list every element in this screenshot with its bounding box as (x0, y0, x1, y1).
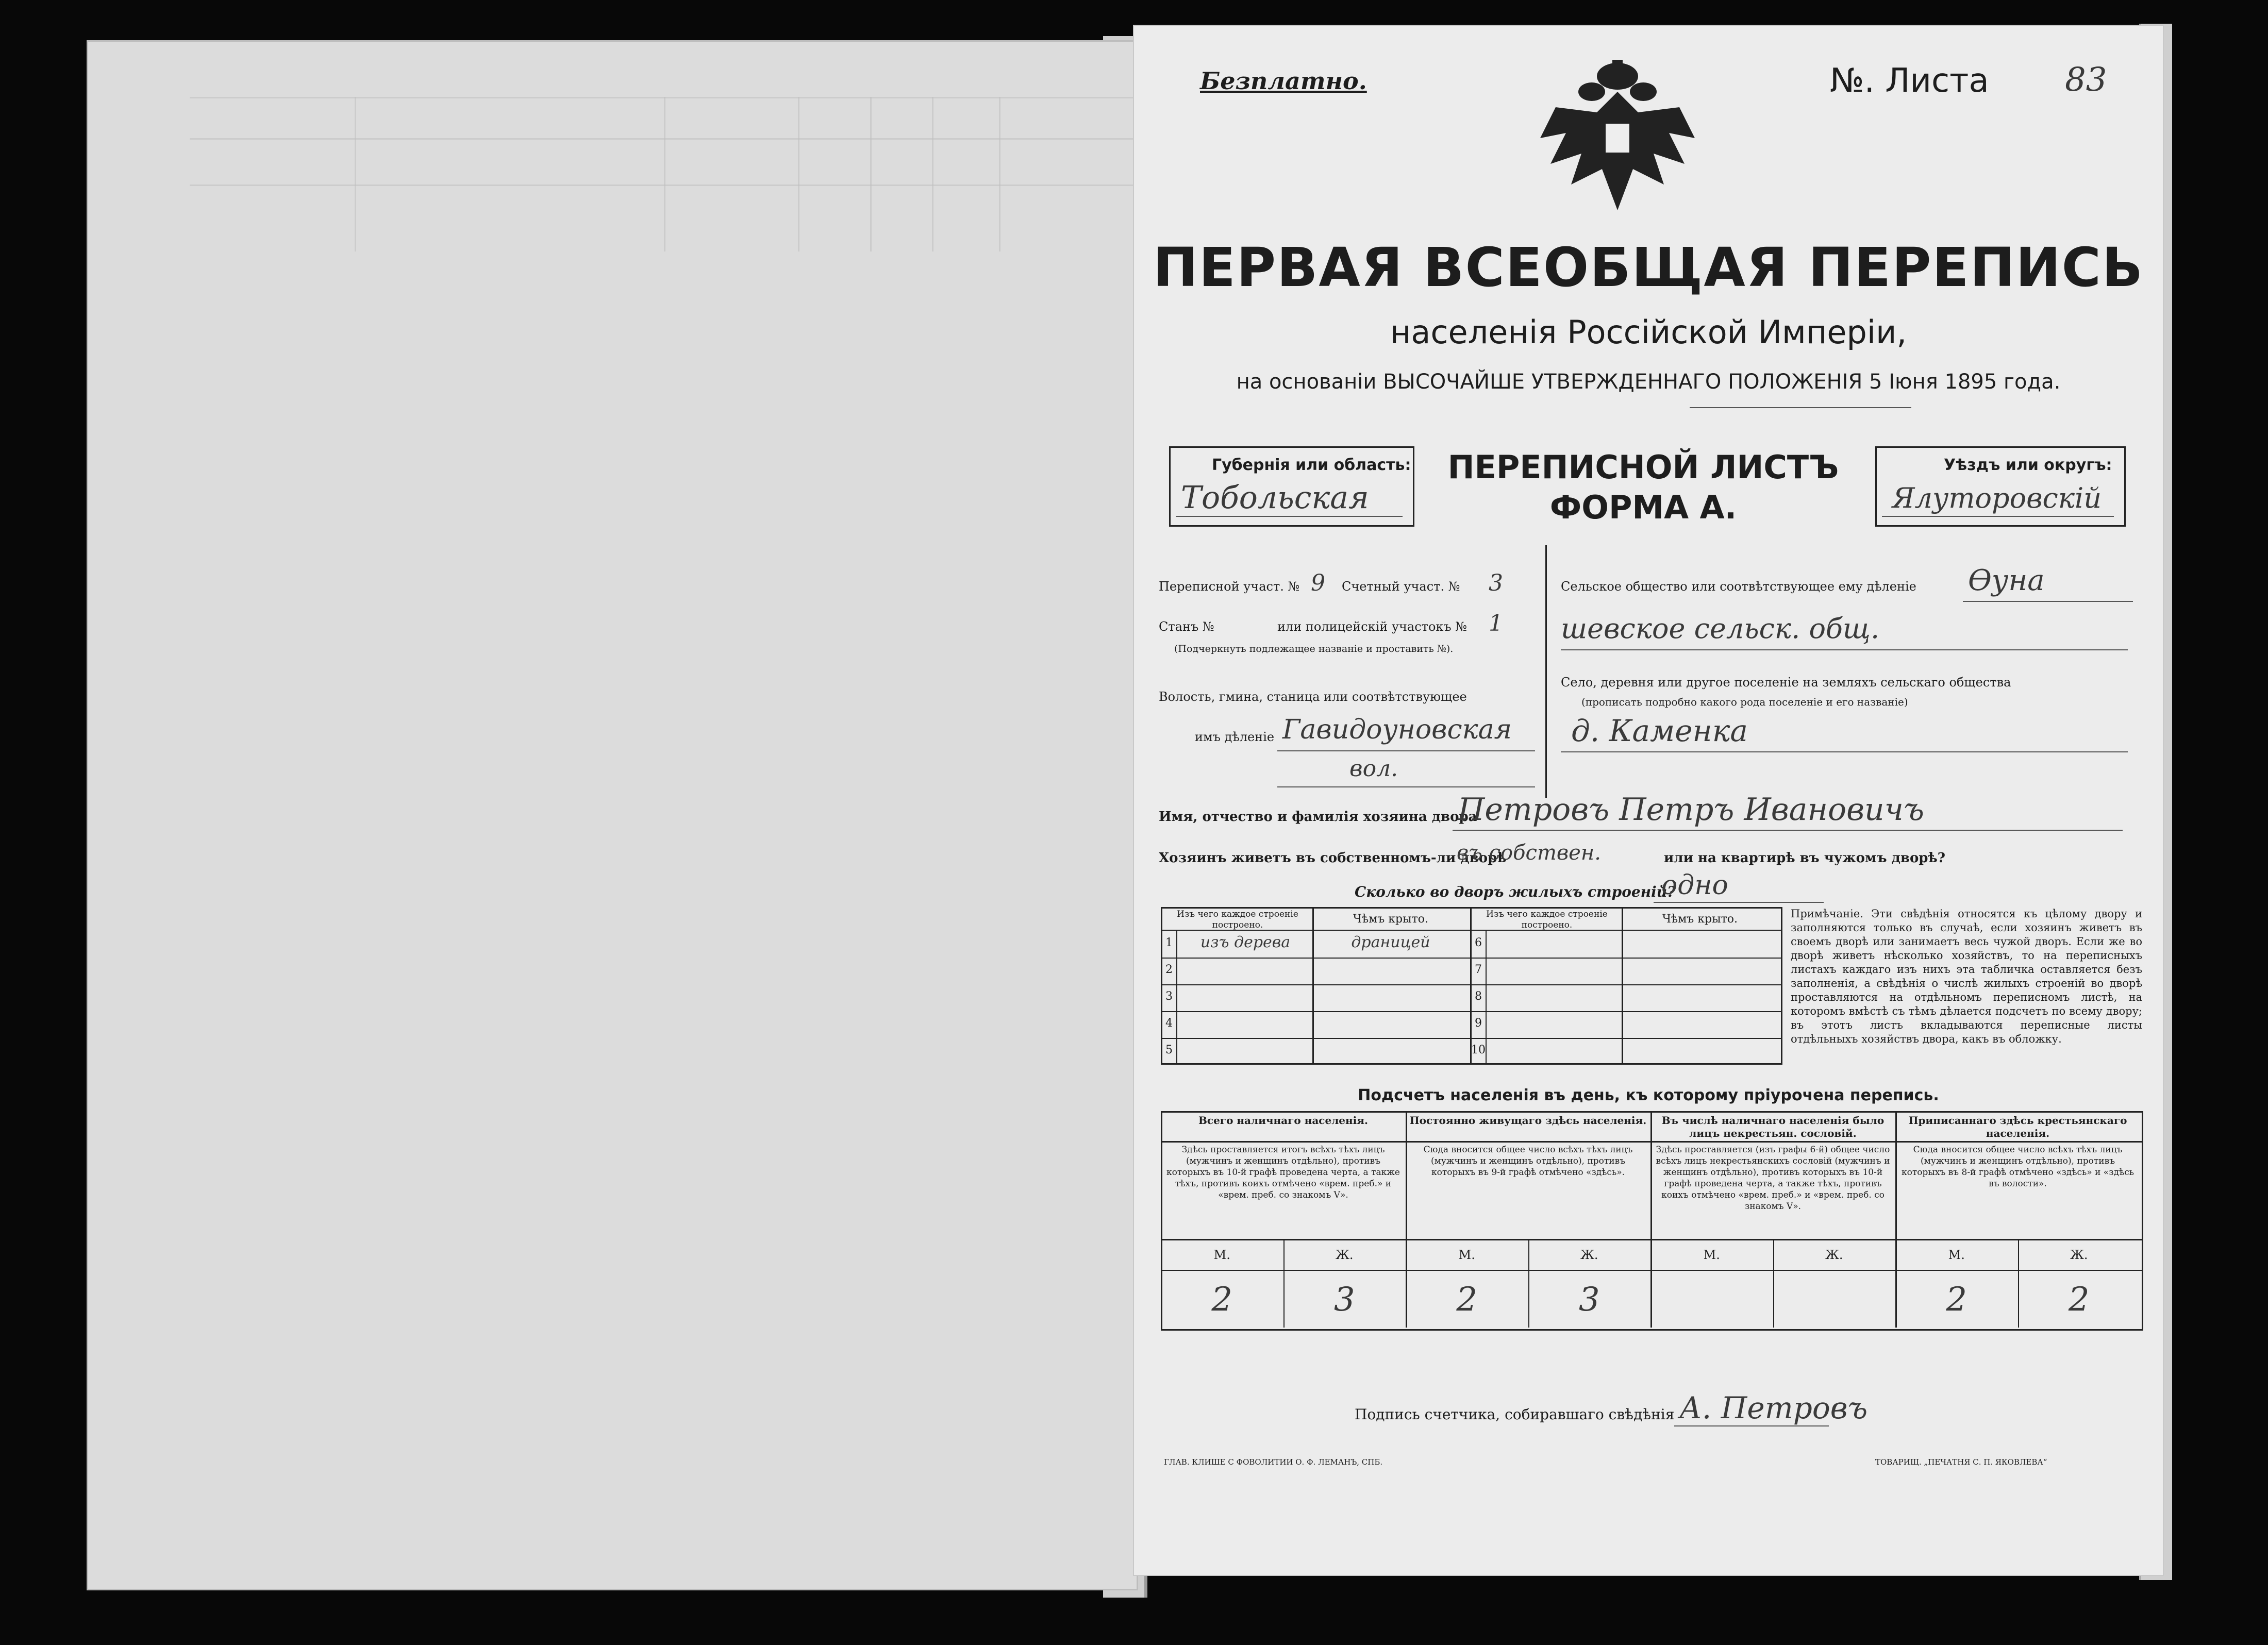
province-value: Тобольская (1181, 480, 1369, 516)
village-note: (прописать подробно какого рода поселеніе и его названіе) (1581, 696, 1908, 708)
village-value: д. Каменка (1571, 713, 1748, 748)
footer-left: ГЛАВ. КЛИШЕ С ФОВОЛИТИИ О. Ф. ЛЕМАНЪ, СПБ. (1164, 1457, 1383, 1467)
district-label: Уѣздъ или округъ: (1944, 456, 2112, 474)
buildings-head-material-left: Изъ чего каждое строеніе построено. (1177, 909, 1298, 931)
footer-right: ТОВАРИЩ. „ПЕЧАТНЯ С. П. ЯКОВЛЕВА“ (1875, 1457, 2047, 1467)
totals-column-head: Приписаннаго здѣсь крестьянскаго населенія. (1908, 1114, 2127, 1139)
volost-label-2: имъ дѣленіе (1195, 730, 1275, 744)
census-area-value: 9 (1311, 570, 1325, 596)
building-row-number: 8 (1475, 990, 1482, 1003)
totals-column-description: Здѣсь проставляется итогъ всѣхъ тѣхъ лицъ (мужчинъ и женщинъ отдѣльно), противъ которыхъ въ 10-й графѣ проведена черта, а также тѣхъ, противъ коихъ отмѣчено «врем. преб.» и «врем. преб. со знакомъ V». (1166, 1145, 1400, 1200)
volost-value-2: вол. (1349, 756, 1398, 782)
underline-note: (Подчеркнуть подлежащее названіе и проставить №). (1174, 643, 1454, 654)
census-subtitle: населенія Россійской Имперіи, (1390, 313, 1907, 351)
left-page-blank (87, 40, 1138, 1590)
totals-male-label: М. (1703, 1248, 1720, 1262)
totals-male-value: 2 (1456, 1281, 1478, 1319)
signature-label: Подпись счетчика, собиравшаго свѣдѣнія (1355, 1406, 1675, 1423)
totals-female-label: Ж. (1825, 1248, 1843, 1262)
form-kind: ФОРМА А. (1549, 489, 1737, 526)
census-main-title: ПЕРВАЯ ВСЕОБЩАЯ ПЕРЕПИСЬ (1153, 236, 2144, 299)
totals-male-label: М. (1213, 1248, 1230, 1262)
buildings-head-material-right: Изъ чего каждое строеніе построено. (1486, 909, 1608, 931)
province-label: Губернія или область: (1212, 456, 1411, 474)
signature-value: А. Петровъ (1679, 1390, 1868, 1425)
society-value-1: Ѳуна (1968, 564, 2045, 597)
building-row-number: 5 (1165, 1044, 1173, 1056)
police-value: 1 (1489, 610, 1503, 636)
buildings-note: Примѣчаніе. Эти свѣдѣнія относятся къ цѣлому двору и заполняются только въ случаѣ, если хозяинъ живетъ въ своемъ дворѣ или занимаетъ весь чужой дворъ. Если же во дворѣ живетъ нѣсколько хозяйствъ, то на переписныхъ листахъ каждаго изъ нихъ эта табличка оставляется безъ заполненія, а свѣдѣнія о числѣ жилыхъ строеній во дворѣ проставляются на отдѣльномъ переписномъ листѣ, на которомъ вмѣстѣ съ тѣмъ дѣлается подсчетъ по всему двору; въ этотъ листъ вкладываются переписные листы отдѣльныхъ хозяйствъ двора, какъ въ обложку. (1791, 908, 2142, 1045)
census-basis: на основаніи ВЫСОЧАЙШЕ УТВЕРЖДЕННАГО ПОЛОЖЕНІЯ 5 Іюня 1895 года. (1236, 370, 2061, 394)
lives-label-a: Хозяинъ живетъ въ собственномъ-ли дворѣ (1159, 850, 1507, 866)
building-row-roof: драницей (1351, 933, 1430, 951)
totals-column-head: Постоянно живущаго здѣсь населенія. (1409, 1114, 1647, 1127)
totals-column-head: Всего наличнаго населенія. (1198, 1114, 1368, 1127)
building-row-material: изъ дерева (1200, 933, 1291, 951)
totals-female-label: Ж. (1580, 1248, 1598, 1262)
district-value: Ялуторовскій (1892, 482, 2102, 514)
owner-value: Петровъ Петръ Ивановичъ (1458, 792, 1924, 828)
sheet-number-value: 83 (2065, 61, 2107, 99)
count-area-label: Счетный участ. № (1342, 579, 1460, 594)
totals-column-description: Здѣсь проставляется (изъ графы 6-й) общее число всѣхъ лицъ некрестьянскихъ сословій (мужчинъ и женщинъ отдѣльно), противъ которыхъ въ 10-й графѣ проведена черта, а также тѣхъ, противъ коихъ отмѣчено «врем. преб.» и «врем. преб. со знакомъ V». (1656, 1145, 1890, 1212)
society-label: Сельское общество или соотвѣтствующее ему дѣленіе (1561, 579, 1916, 594)
building-row-number: 3 (1165, 990, 1173, 1003)
count-area-value: 3 (1489, 570, 1503, 596)
lives-value: въ собствен. (1457, 841, 1601, 865)
district-box (1875, 446, 2126, 527)
building-row-number: 10 (1471, 1044, 1486, 1056)
census-form-page (1133, 25, 2164, 1576)
province-box (1169, 446, 1414, 527)
owner-label: Имя, отчество и фамилія хозяина двора (1159, 809, 1477, 825)
building-row-number: 1 (1165, 936, 1173, 949)
stan-label: Станъ № (1159, 619, 1214, 634)
building-row-number: 7 (1475, 963, 1482, 976)
sheet-number-label: №. Листа (1830, 62, 1989, 100)
volost-value-1: Гавидоуновская (1282, 714, 1512, 745)
form-name: ПЕРЕПИСНОЙ ЛИСТЪ (1447, 448, 1839, 486)
lives-label-b: или на квартирѣ въ чужомъ дворѣ? (1664, 850, 1945, 866)
totals-female-value: 3 (1333, 1281, 1355, 1319)
census-area-label: Переписной участ. № (1159, 579, 1300, 594)
building-row-number: 4 (1165, 1017, 1173, 1030)
free-label: Безплатно. (1200, 67, 1367, 95)
building-row-number: 9 (1475, 1017, 1482, 1030)
volost-label-1: Волость, гмина, станица или соотвѣтствующее (1159, 690, 1467, 704)
totals-column-description: Сюда вносится общее число всѣхъ тѣхъ лицъ (мужчинъ и женщинъ отдѣльно), противъ которыхъ въ 8-й графѣ отмѣчено «здѣсь» и «здѣсь въ волости». (1902, 1145, 2134, 1189)
totals-title: Подсчетъ населенія въ день, къ которому пріурочена перепись. (1358, 1086, 1939, 1104)
imperial-eagle-emblem (1535, 56, 1700, 226)
totals-male-label: М. (1458, 1248, 1475, 1262)
totals-male-value: 2 (1211, 1281, 1233, 1319)
buildings-head-roof-right: Чѣмъ крыто. (1662, 913, 1738, 926)
buildings-head-roof-left: Чѣмъ крыто. (1353, 913, 1429, 926)
building-row-number: 2 (1165, 963, 1173, 976)
totals-female-value: 3 (1578, 1281, 1600, 1319)
totals-female-value: 2 (2068, 1281, 2090, 1319)
buildings-label: Сколько во дворъ жилыхъ строеній? (1355, 883, 1676, 900)
village-label: Село, деревня или другое поселеніе на земляхъ сельскаго общества (1561, 675, 2011, 690)
totals-female-label: Ж. (2070, 1248, 2088, 1262)
totals-female-label: Ж. (1335, 1248, 1354, 1262)
totals-male-label: М. (1948, 1248, 1965, 1262)
police-label: или полицейскій участокъ № (1277, 619, 1467, 634)
totals-column-head: Въ числѣ наличнаго населенія было лицъ некрестьян. сословій. (1661, 1114, 1885, 1139)
society-value-2: шевское сельск. общ. (1561, 612, 1880, 645)
building-row-number: 6 (1475, 936, 1482, 949)
totals-male-value: 2 (1946, 1281, 1967, 1319)
totals-column-description: Сюда вносится общее число всѣхъ тѣхъ лицъ (мужчинъ и женщинъ отдѣльно), противъ которыхъ въ 9-й графѣ отмѣчено «здѣсь». (1423, 1145, 1633, 1178)
buildings-value: одно (1661, 870, 1728, 901)
